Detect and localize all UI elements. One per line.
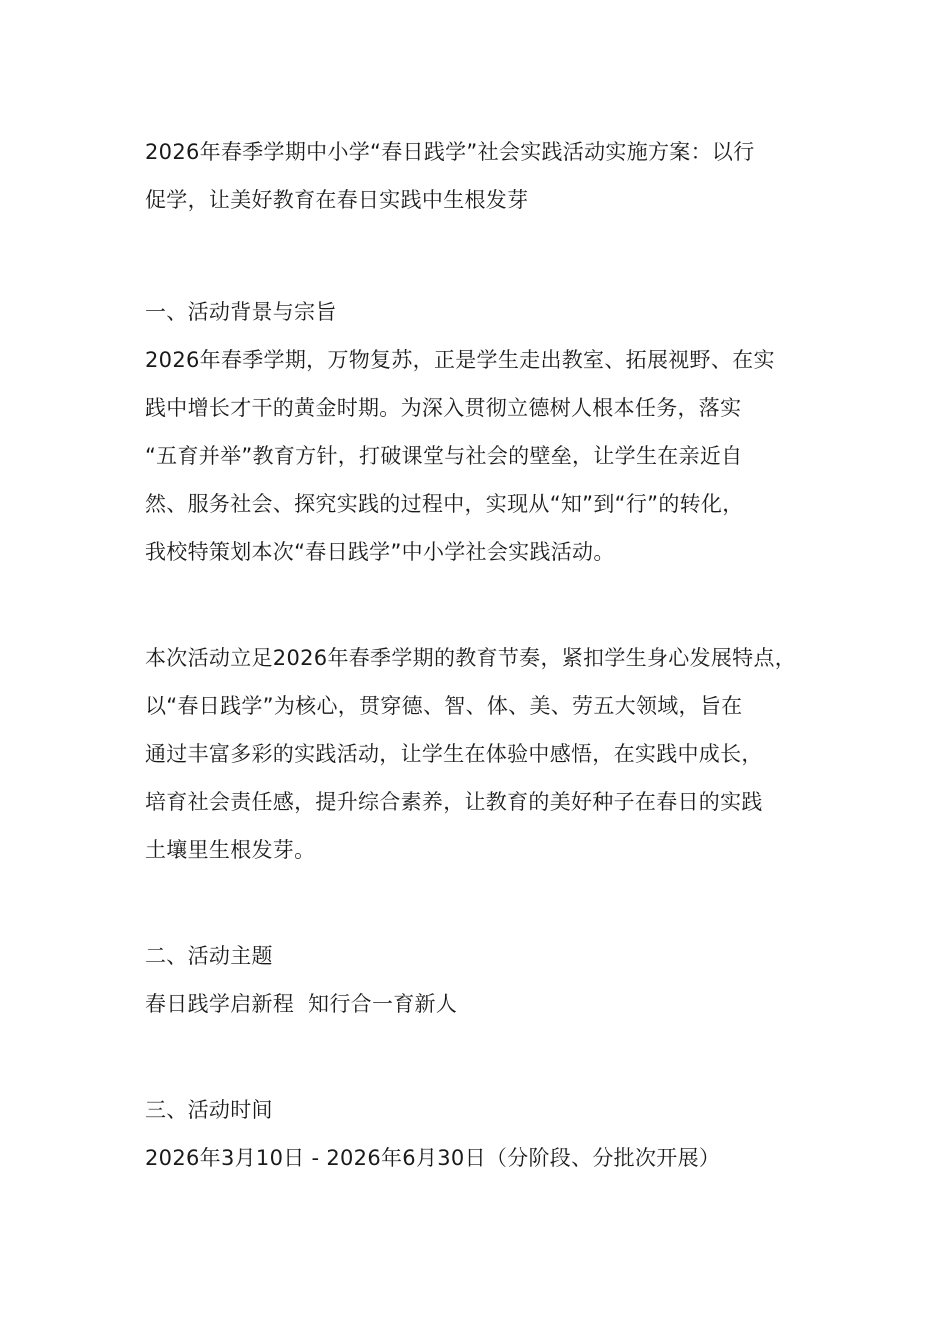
time-text: 2026年3月10日 - 2026年6月30日（分阶段、分批次开展） (145, 1146, 721, 1170)
section-theme (145, 932, 835, 1028)
title-line-2: 促学，让美好教育在春日实践中生根发芽 (145, 188, 529, 212)
section-background (145, 288, 835, 874)
paragraph-line: “五育并举”教育方针，打破课堂与社会的壁垒，让学生在亲近自 (145, 444, 743, 468)
paragraph-line: 以“春日践学”为核心，贯穿德、智、体、美、劳五大领域，旨在 (145, 694, 743, 718)
section-heading-background: 一、活动背景与宗旨 (145, 300, 337, 324)
theme-text: 春日践学启新程 知行合一育新人 (145, 992, 458, 1016)
document-page (145, 128, 835, 1182)
paragraph-line: 然、服务社会、探究实践的过程中，实现从“知”到“行”的转化， (145, 492, 744, 516)
paragraph-background-1 (145, 336, 835, 576)
paragraph-line: 2026年春季学期，万物复苏，正是学生走出教室、拓展视野、在实 (145, 348, 775, 372)
document-title (145, 128, 835, 224)
paragraph-line: 通过丰富多彩的实践活动，让学生在体验中感悟，在实践中成长， (145, 742, 763, 766)
section-heading-theme: 二、活动主题 (145, 944, 273, 968)
paragraph-line: 践中增长才干的黄金时期。为深入贯彻立德树人根本任务，落实 (145, 396, 742, 420)
section-time (145, 1086, 835, 1182)
paragraph-line: 本次活动立足2026年春季学期的教育节奏，紧扣学生身心发展特点， (145, 646, 797, 670)
title-line-1: 2026年春季学期中小学“春日践学”社会实践活动实施方案：以行 (145, 140, 755, 164)
paragraph-line: 我校特策划本次“春日践学”中小学社会实践活动。 (145, 540, 615, 564)
paragraph-line: 培育社会责任感，提升综合素养，让教育的美好种子在春日的实践 (145, 790, 763, 814)
section-heading-time: 三、活动时间 (145, 1098, 273, 1122)
paragraph-line: 土壤里生根发芽。 (145, 838, 316, 862)
paragraph-background-2 (145, 634, 835, 874)
